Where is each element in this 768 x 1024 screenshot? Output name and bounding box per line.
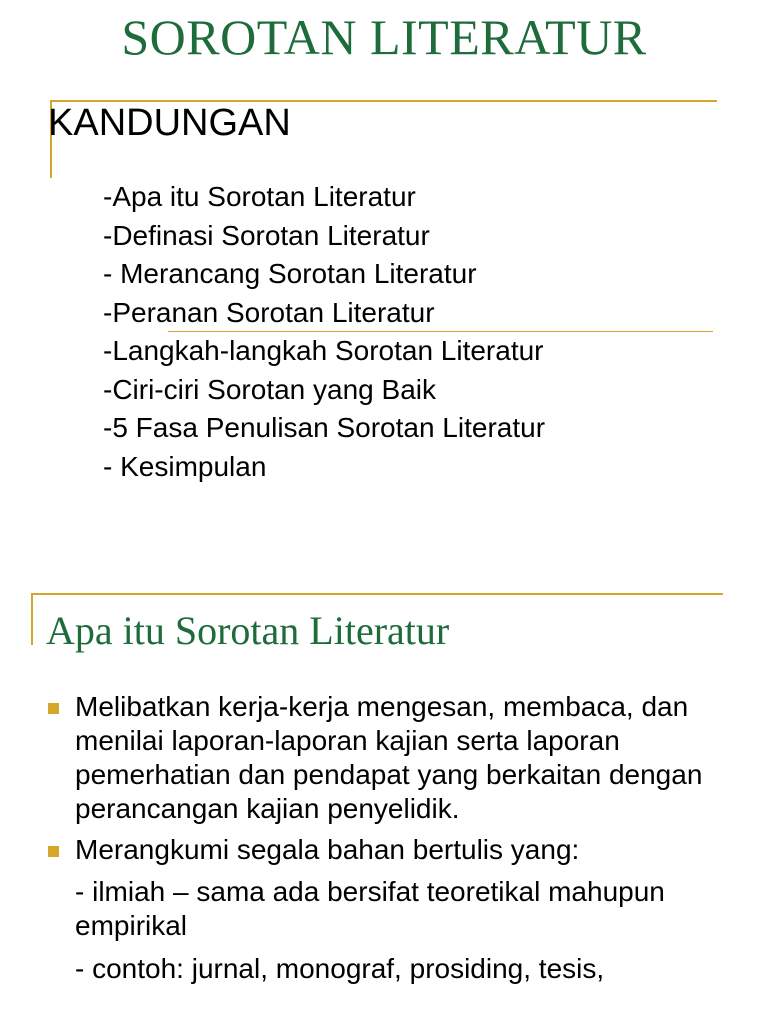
contents-item: -Apa itu Sorotan Literatur <box>103 181 416 212</box>
contents-heading: KANDUNGAN <box>48 102 291 144</box>
section-title: Apa itu Sorotan Literatur <box>46 608 450 653</box>
contents-item: -5 Fasa Penulisan Sorotan Literatur <box>103 412 546 443</box>
square-bullet-icon <box>48 846 59 857</box>
contents-item: -Definasi Sorotan Literatur <box>103 219 430 251</box>
overlay-divider <box>168 331 713 332</box>
bullet-list <box>0 690 768 986</box>
slide-title: SOROTAN LITERATUR <box>121 9 647 65</box>
contents-item: -Peranan Sorotan Literatur <box>103 296 435 328</box>
contents-item: -Ciri-ciri Sorotan yang Baik <box>103 373 436 405</box>
contents-item: - Merancang Sorotan Literatur <box>103 258 477 289</box>
bullet-text: Melibatkan kerja-kerja mengesan, membaca, dan menilai laporan-laporan kajian serta laporan pemerhatian dan pendapat yang berkaitan dengan perancangan kajian penyelidik. <box>75 691 703 824</box>
bullet-item <box>0 690 768 826</box>
sub-point: - ilmiah – sama ada bersifat teoretikal mahupun empirikal <box>75 876 665 941</box>
section-divider-vertical <box>31 593 33 645</box>
contents-item: - Kesimpulan <box>103 450 267 482</box>
bullet-text: Merangkumi segala bahan bertulis yang: <box>75 834 580 865</box>
contents-list <box>103 178 545 486</box>
sub-point: - contoh: jurnal, monograf, prosiding, tesis, <box>75 953 605 984</box>
square-bullet-icon <box>48 703 59 714</box>
section-divider <box>33 593 723 595</box>
bullet-item <box>0 833 768 986</box>
contents-item: -Langkah-langkah Sorotan Literatur <box>103 335 544 366</box>
